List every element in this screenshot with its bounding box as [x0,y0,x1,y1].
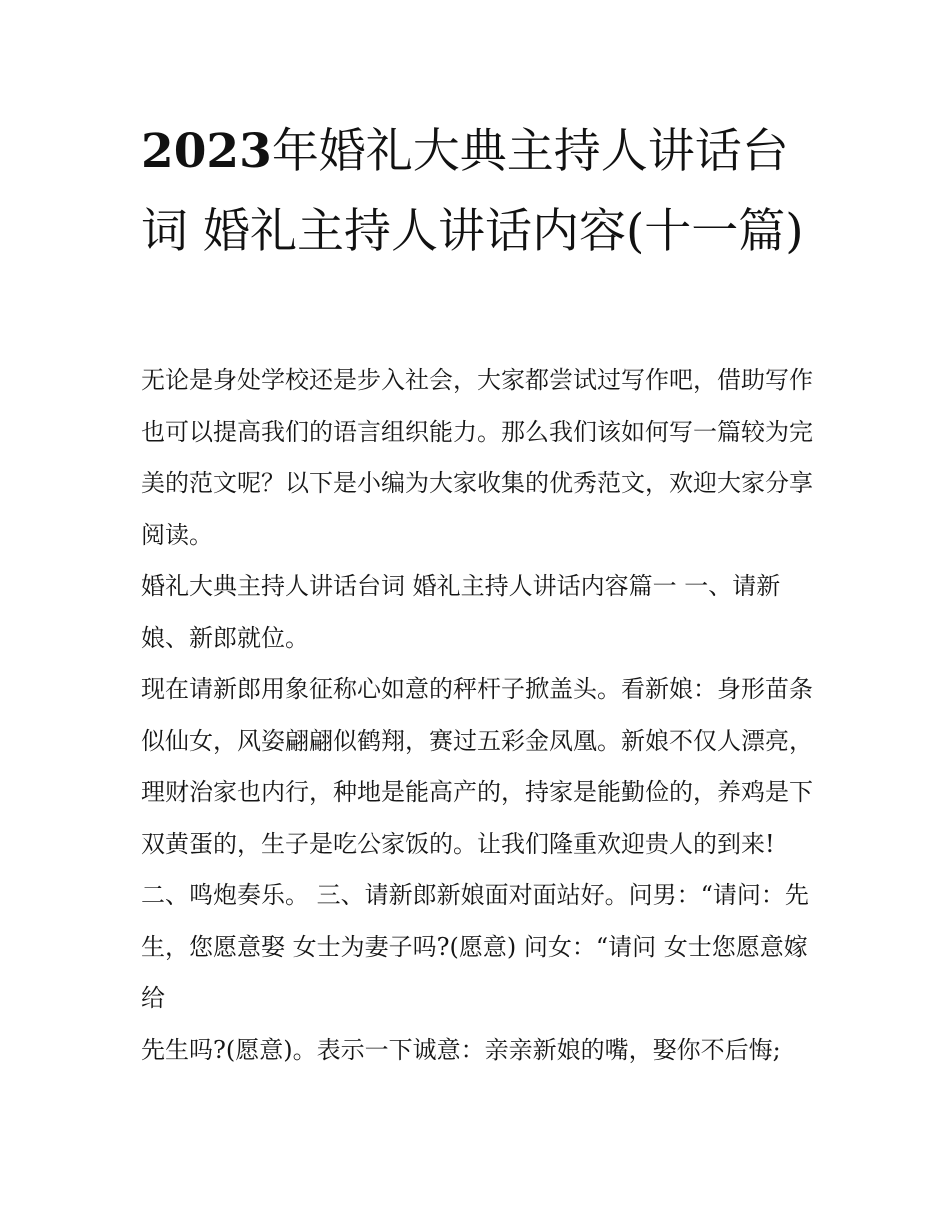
paragraph-section-one: 婚礼大典主持人讲话台词 婚礼主持人讲话内容篇一 一、请新娘、新郎就位。 [141,572,781,652]
title-year: 2023 [141,124,272,179]
paragraph-vows: 二、鸣炮奏乐。 三、请新郎新娘面对面站好。问男：“请问：先生，您愿意娶 女士为妻子吗?(愿意) 问女：“请问 女士您愿意嫁给 [141,881,809,1012]
paragraph-vows-continued: 先生吗?(愿意)。表示一下诚意：亲亲新娘的嘴，娶你不后悔; [141,1035,781,1064]
document-body [141,355,816,1076]
document-title [141,112,821,272]
paragraph-bride-description: 现在请新郎用象征称心如意的秤杆子掀盖头。看新娘：身形苗条似仙女，风姿翩翩似鹤翔，赛过五彩金凤凰。新娘不仅人漂亮，理财治家也内行，种地是能高产的，持家是能勤俭的，养鸡是下双黄蛋的，生子是吃公家饭的。让我们隆重欢迎贵人的到来! [141,675,813,858]
paragraph-intro: 无论是身处学校还是步入社会，大家都尝试过写作吧，借助写作也可以提高我们的语言组织能力。那么我们该如何写一篇较为完美的范文呢？以下是小编为大家收集的优秀范文，欢迎大家分享阅读。 [141,366,813,549]
title-text: 年婚礼大典主持人讲话台词 婚礼主持人讲话内容(十一篇) [141,124,804,259]
